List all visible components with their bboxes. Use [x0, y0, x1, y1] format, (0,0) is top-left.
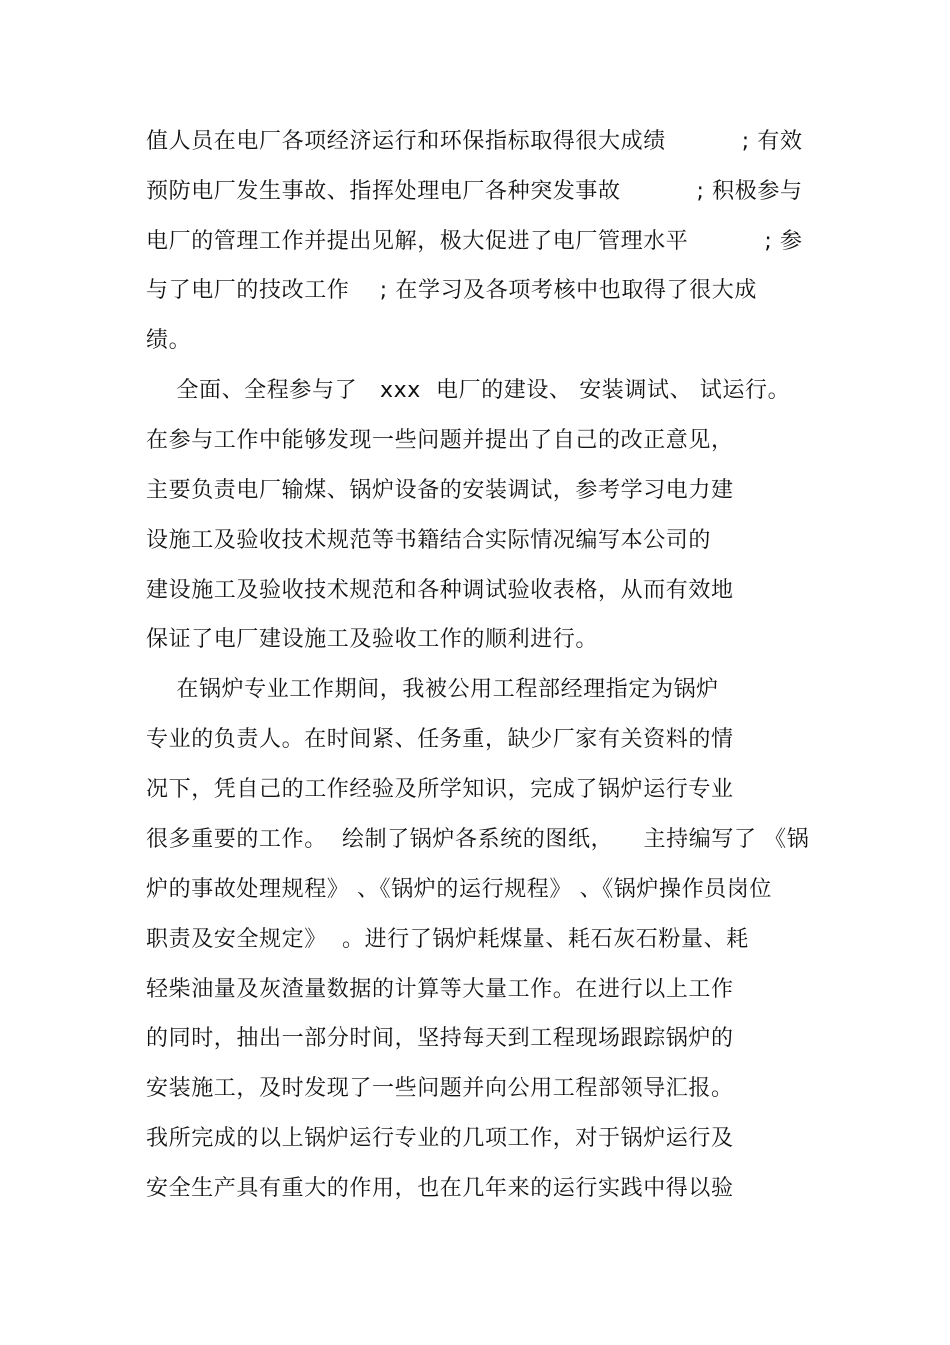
text-line: 安全生产具有重大的作用，也在几年来的运行实践中得以验 [146, 1176, 734, 1201]
text-line: 电厂的管理工作并提出见解，极大促进了电厂管理水平 ; 参 [146, 229, 803, 254]
text-line: 况下，凭自己的工作经验及所学知识，完成了锅炉运行专业 [146, 777, 734, 802]
text-line: 建设施工及验收技术规范和各种调试验收表格，从而有效地 [146, 578, 734, 603]
text-line: 专业的负责人。在时间紧、任务重，缺少厂家有关资料的情 [146, 727, 734, 752]
text-line: 炉的事故处理规程》 、《锅炉的运行规程》 、《锅炉操作员岗位 [146, 877, 772, 902]
text-line: 在锅炉专业工作期间，我被公用工程部经理指定为锅炉 [146, 677, 719, 702]
text-line: 很多重要的工作。 绘制了锅炉各系统的图纸， 主持编写了 《锅 [146, 827, 810, 852]
text-line: 轻柴油量及灰渣量数据的计算等大量工作。在进行以上工作 [146, 977, 734, 1002]
text-line: 职责及安全规定》 。进行了锅炉耗煤量、耗石灰石粉量、耗 [146, 927, 749, 952]
text-line: 的同时，抽出一部分时间，坚持每天到工程现场跟踪锅炉的 [146, 1026, 734, 1051]
text-line: 值人员在电厂各项经济运行和环保指标取得很大成绩 ; 有效 [146, 129, 803, 154]
text-line: 绩。 [146, 328, 192, 353]
text-line: 全面、全程参与了 xxx 电厂的建设、 安装调试、 试运行。 [146, 378, 791, 403]
text-line: 预防电厂发生事故、指挥处理电厂各种突发事故 ; 积极参与 [146, 179, 803, 204]
text-line: 在参与工作中能够发现一些问题并提出了自己的改正意见， [146, 428, 734, 453]
text-line: 与了电厂的技改工作 ; 在学习及各项考核中也取得了很大成 [146, 278, 757, 303]
text-line: 我所完成的以上锅炉运行专业的几项工作，对于锅炉运行及 [146, 1126, 734, 1151]
text-line: 安装施工，及时发现了一些问题并向公用工程部领导汇报。 [146, 1076, 734, 1101]
text-line: 设施工及验收技术规范等书籍结合实际情况编写本公司的 [146, 528, 712, 553]
text-line: 保证了电厂建设施工及验收工作的顺利进行。 [146, 627, 599, 652]
text-line: 主要负责电厂输煤、锅炉设备的安装调试，参考学习电力建 [146, 478, 734, 503]
